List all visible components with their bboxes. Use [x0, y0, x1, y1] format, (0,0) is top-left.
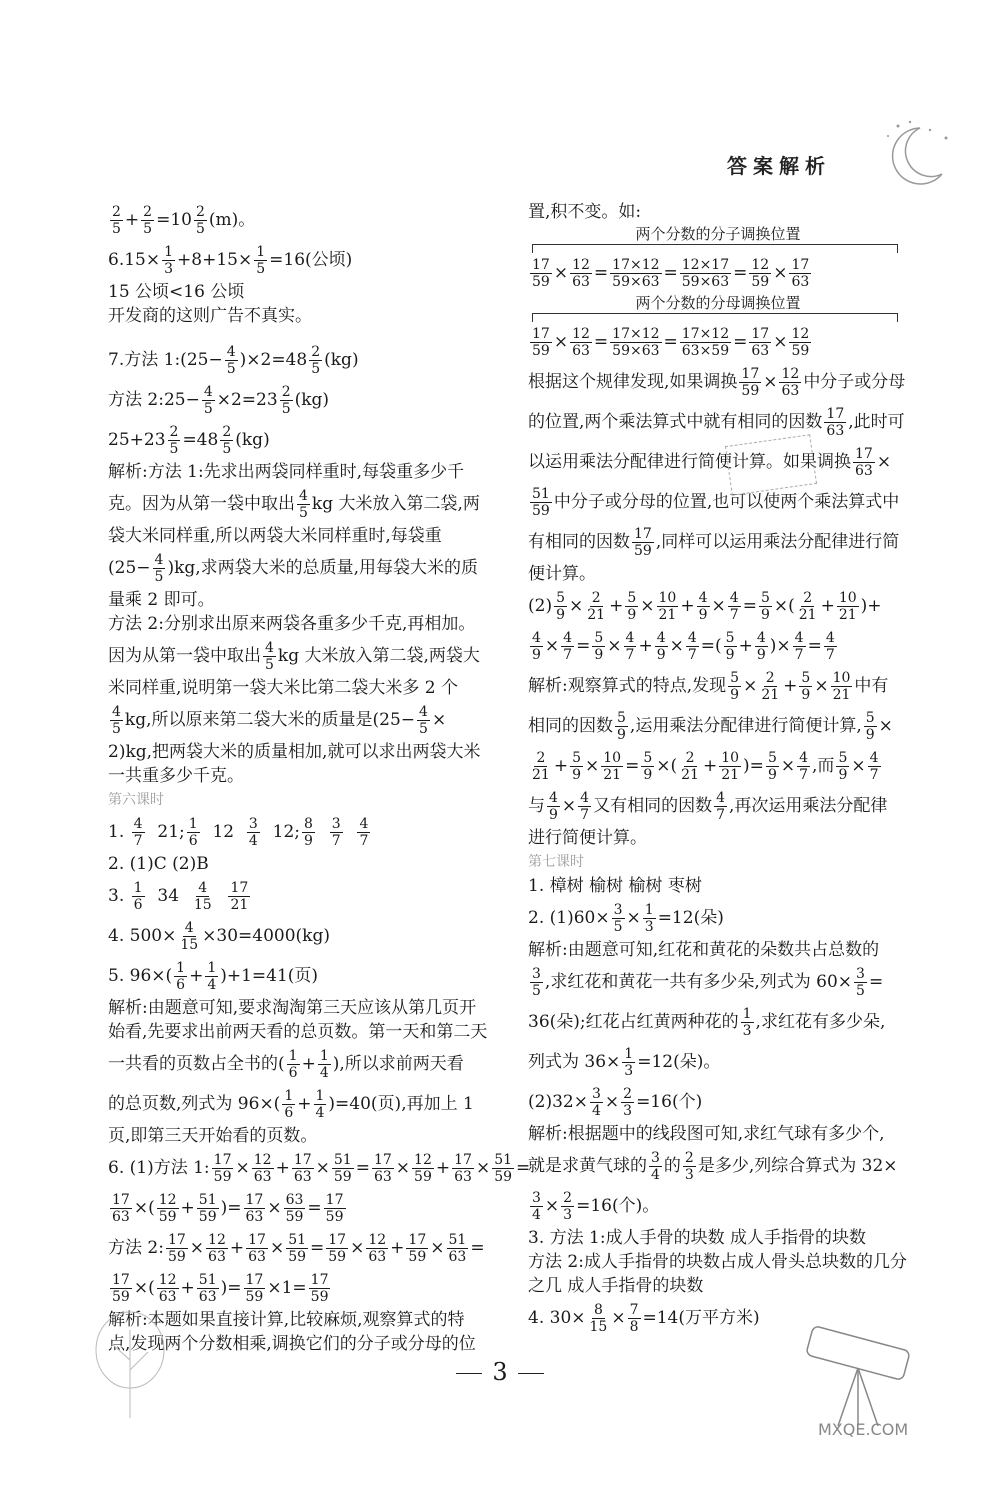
section-title-lesson7: 第七课时 — [528, 854, 584, 870]
s2-answers: 2. (1)C (2)B — [108, 854, 209, 874]
moon-stars-icon — [880, 118, 960, 188]
right-column — [528, 200, 908, 1338]
s6-method2-cont: $\frac{17}{59}$ ×( $\frac{12}{63}$ + $\frac{51}{63}$ )= $\frac{17}{59}$ ×1= $\frac{17}{59}$ — [112, 1272, 329, 1305]
r2-explain: 解析:由题意可知,红花和黄花的朵数共占总数的 — [528, 940, 880, 960]
s5-explain: 页,即第三天开始看的页数。 — [108, 1126, 318, 1146]
q2-explain: 进行简便计算。 — [528, 828, 647, 848]
q7-explain: $\frac{4}{5}$ kg,所以原来第二袋大米的质量是(25− $\frac{4}{5}$ × — [112, 704, 447, 737]
page-number: 3 — [0, 1358, 1000, 1386]
r-para: 的位置,两个乘法算式中就有相同的因数 $\frac{17}{63}$ ,此时可 — [528, 406, 905, 439]
watermark-text: MXQE.COM — [818, 1420, 909, 1439]
q2-explain: 相同的因数 $\frac{5}{9}$ ,运用乘法分配律进行简便计算, $\frac{5}{9}$ × — [528, 710, 893, 743]
q7-explain: 袋大米同样重,所以两袋大米同样重时,每袋重 — [108, 526, 442, 546]
q2-explain: $\frac{2}{21}$ + $\frac{5}{9}$ × $\frac{10}{21}$ = $\frac{5}{9}$ ×( $\frac{2}{21}$ + $\frac{10}{21}$ )= $\frac{5}{9}$ × $\frac{4}{7}$ ,而 $\frac{5}{9}$ × $\frac{4}{7}$ — [532, 750, 879, 783]
r3-explain: $\frac{3}{4}$ × $\frac{2}{3}$ =16(个)。 — [532, 1190, 660, 1223]
s5-explain: 始看,先要求出前两天看的总页数。第一天和第二天 — [108, 1022, 488, 1042]
q7-explain: 一共重多少千克。 — [108, 766, 244, 786]
q7-explain: 克。因为从第一袋中取出 $\frac{4}{5}$ kg 大米放入第二袋,两 — [108, 488, 480, 521]
brace-bracket — [532, 313, 898, 322]
r4-line: 方法 2:成人手指骨的块数占成人骨头总块数的几分 — [528, 1252, 907, 1272]
left-column — [108, 200, 531, 1356]
q7-explain: 2)kg,把两袋大米的质量相加,就可以求出两袋大米 — [108, 742, 481, 762]
r-line: 置,积不变。如: — [528, 202, 642, 222]
section-title-lesson6: 第六课时 — [108, 792, 164, 808]
swap-denominators-eq: $\frac{17}{59}$ × $\frac{12}{63}$ = $\frac{17\times 12}{59\times 63}$ = $\frac{17\times 12}{63\times 59}$ = $\frac{17}{63}$ × $\frac{12}{59}$ — [532, 326, 810, 359]
s5-answer: 5. 96×( $\frac{1}{6}$ + $\frac{1}{4}$ )+1=41(页) — [108, 960, 319, 993]
s6-method1: 6. (1)方法 1: $\frac{17}{59}$ × $\frac{12}{63}$ + $\frac{17}{63}$ × $\frac{51}{59}$ = $\frac{17}{63}$ × $\frac{12}{59}$ + $\frac{17}{63}$ × $\frac{51}{59}$ = — [108, 1152, 531, 1185]
r2-explain: 36(朵);红花占红黄两种花的 $\frac{1}{3}$ ,求红花有多少朵, — [528, 1006, 886, 1039]
q7-explain: 米同样重,说明第一袋大米比第二袋大米多 2 个 — [108, 678, 459, 698]
s5-explain: 解析:由题意可知,要求淘淘第三天应该从第几页开 — [108, 998, 477, 1018]
r-para: 根据这个规律发现,如果调换 $\frac{17}{59}$ × $\frac{12}{63}$ 中分子或分母 — [528, 366, 906, 399]
q7-explain: 解析:方法 1:先求出两袋同样重时,每袋重多少千 — [108, 462, 465, 482]
q7-explain: (25− $\frac{4}{5}$ )kg,求两袋大米的总质量,用每袋大米的质 — [108, 552, 479, 585]
q2-equation-cont: $\frac{4}{9}$ × $\frac{4}{7}$ = $\frac{5}{9}$ × $\frac{4}{7}$ + $\frac{4}{9}$ × $\frac{4}{7}$ =( $\frac{5}{9}$ + $\frac{4}{9}$ )× $\frac{4}{7}$ = $\frac{4}{7}$ — [532, 630, 835, 663]
brace-label-denominators: 两个分数的分母调换位置 — [635, 294, 801, 312]
r3-answer: (2)32× $\frac{3}{4}$ × $\frac{2}{3}$ =16(个) — [528, 1086, 703, 1119]
r2-explain: $\frac{3}{5}$ ,求红花和黄花一共有多少朵,列式为 60× $\frac{3}{5}$ = — [532, 966, 884, 999]
q7-explain: 方法 2:分别求出原来两袋各重多少千克,再相加。 — [108, 614, 476, 634]
page-header-title: 答案解析 — [727, 154, 831, 178]
s6-method2: 方法 2: $\frac{17}{59}$ × $\frac{12}{63}$ + $\frac{17}{63}$ × $\frac{51}{59}$ = $\frac{17}{59}$ × $\frac{12}{63}$ + $\frac{17}{59}$ × $\frac{51}{63}$ = — [108, 1232, 485, 1265]
q2-explain: 解析:观察算式的特点,发现 $\frac{5}{9}$ × $\frac{2}{21}$ + $\frac{5}{9}$ × $\frac{10}{21}$ 中有 — [528, 670, 889, 703]
r4-line: 3. 方法 1:成人手骨的块数 成人手指骨的块数 — [528, 1228, 866, 1248]
telescope-icon — [798, 1318, 928, 1428]
r-para: $\frac{51}{59}$ 中分子或分母的位置,也可以使两个乘法算式中 — [532, 486, 900, 519]
q2-explain: 与 $\frac{4}{9}$ × $\frac{4}{7}$ 又有相同的因数 $\frac{4}{7}$ ,再次运用乘法分配律 — [528, 790, 888, 823]
s5-explain: 一共看的页数占全书的( $\frac{1}{6}$ + $\frac{1}{4}$ ),所以求前两天看 — [108, 1048, 464, 1081]
q7-method1: 7.方法 1:(25− $\frac{4}{5}$ )×2=48 $\frac{2}{5}$ (kg) — [108, 344, 359, 377]
q6-line: 15 公顷<16 公顷 — [108, 282, 245, 302]
r3-explain: 解析:根据题中的线段图可知,求红气球有多少个, — [528, 1124, 885, 1144]
s5-explain: 的总页数,列式为 96×( $\frac{1}{6}$ + $\frac{1}{4}$ )=40(页),再加上 1 — [108, 1088, 474, 1121]
q2-equation: (2) $\frac{5}{9}$ × $\frac{2}{21}$ + $\frac{5}{9}$ × $\frac{10}{21}$ + $\frac{4}{9}$ × $\frac{4}{7}$ = $\frac{5}{9}$ ×( $\frac{2}{21}$ + $\frac{10}{21}$ )+ — [528, 590, 882, 623]
s6-explain: 点,发现两个分数相乘,调换它们的分子或分母的位 — [108, 1334, 476, 1354]
brace-label-numerators: 两个分数的分子调换位置 — [635, 225, 801, 243]
r1-answers: 1. 樟树 榆树 榆树 枣树 — [528, 876, 702, 896]
q7-method2: 方法 2:25− $\frac{4}{5}$ ×2=23 $\frac{2}{5}$ (kg) — [108, 384, 330, 417]
r5-answer: 4. 30× $\frac{8}{15}$ × $\frac{7}{8}$ =14(万平方米) — [528, 1302, 760, 1335]
brace-bracket — [532, 244, 898, 253]
s6-explain: 解析:本题如果直接计算,比较麻烦,观察算式的特 — [108, 1310, 465, 1330]
s3-answers: 3. $\frac{1}{6}$ 34 $\frac{4}{15}$ $\frac{17}{21}$ — [108, 880, 249, 913]
q6-line: 开发商的这则广告不真实。 — [108, 306, 312, 326]
r3-explain: 就是求黄气球的 $\frac{3}{4}$ 的 $\frac{2}{3}$ 是多少,列综合算式为 32× — [528, 1150, 898, 1183]
r4-line: 之几 成人手指骨的块数 — [528, 1276, 704, 1296]
s1-answers: 1. $\frac{4}{7}$ 21; $\frac{1}{6}$ 12 $\frac{3}{4}$ 12; $\frac{8}{9}$ $\frac{3}{7}$ $\frac{4}{7}$ — [108, 816, 369, 849]
s6-method1-cont: $\frac{17}{63}$ ×( $\frac{12}{59}$ + $\frac{51}{59}$ )= $\frac{17}{63}$ × $\frac{63}{59}$ = $\frac{17}{59}$ — [112, 1192, 344, 1225]
r-para: 有相同的因数 $\frac{17}{59}$ ,同样可以运用乘法分配律进行简 — [528, 526, 900, 559]
r-para: 以运用乘法分配律进行简便计算。如果调换 $\frac{17}{63}$ × — [528, 446, 892, 479]
q6-equation: 6.15× $\frac{1}{3}$ +8+15× $\frac{1}{5}$ =16(公顷) — [108, 244, 353, 277]
r2-explain: 列式为 36× $\frac{1}{3}$ =12(朵)。 — [528, 1046, 721, 1079]
r-para: 便计算。 — [528, 564, 596, 584]
q7-sum: 25+23 $\frac{2}{5}$ =48 $\frac{2}{5}$ (kg) — [108, 424, 270, 457]
s4-answer: 4. 500× $\frac{4}{15}$ ×30=4000(kg) — [108, 920, 330, 953]
q7-explain: 量乘 2 即可。 — [108, 590, 215, 610]
r2-answer: 2. (1)60× $\frac{3}{5}$ × $\frac{1}{3}$ =12(朵) — [528, 902, 724, 935]
q7-explain: 因为从第一袋中取出 $\frac{4}{5}$ kg 大米放入第二袋,两袋大 — [108, 640, 480, 673]
swap-numerators-eq: $\frac{17}{59}$ × $\frac{12}{63}$ = $\frac{17\times 12}{59\times 63}$ = $\frac{12\times 17}{59\times 63}$ = $\frac{12}{59}$ × $\frac{17}{63}$ — [532, 257, 810, 290]
expr-line: $\frac{2}{5}$ + $\frac{2}{5}$ =10 $\frac{2}{5}$ (m)。 — [112, 204, 256, 237]
